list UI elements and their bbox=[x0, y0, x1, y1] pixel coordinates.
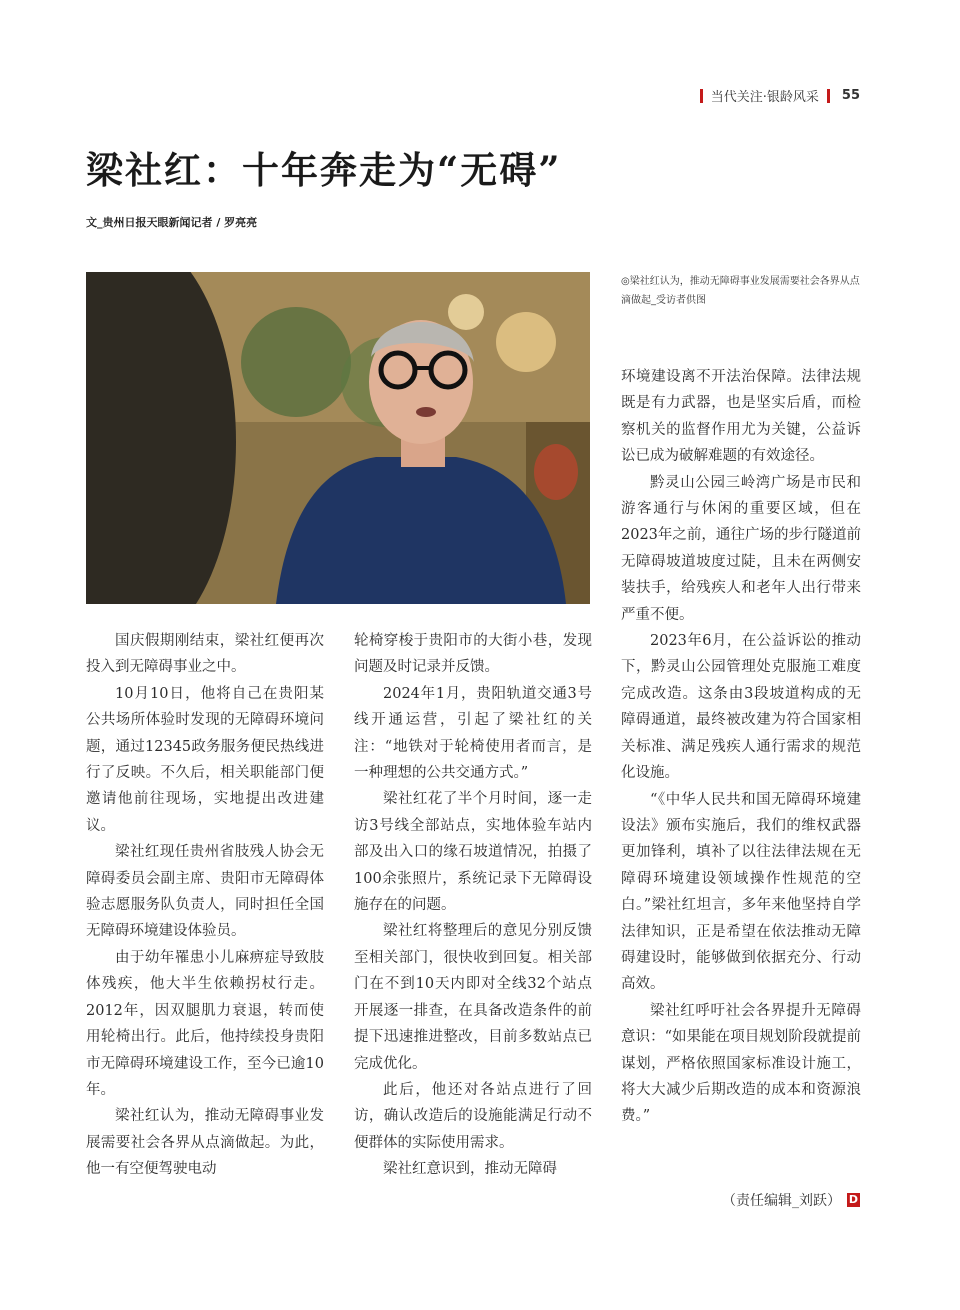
paragraph-continued: 环境建设离不开法治保障。法律法规既是有力武器，也是坚实后盾，而检察机关的监督作用尤为关键，公益诉讼已成为破解难题的有效途径。 bbox=[621, 369, 861, 465]
paragraph: 2024年1月，贵阳轨道交通3号线开通运营，引起了梁社红的关注：“地铁对于轮椅使用者而言，是一种理想的公共交通方式。” bbox=[354, 685, 592, 782]
paragraph: 梁社红现任贵州省肢残人协会无障碍委员会副主席、贵阳市无障碍体验志愿服务队负责人，同时担任全国无障碍环境建设体验员。 bbox=[86, 844, 324, 940]
column-2 bbox=[354, 628, 592, 1183]
article-title: 梁社红：十年奔走为“无碍” bbox=[86, 148, 562, 192]
paragraph: 梁社红呼吁社会各界提升无障碍意识：“如果能在项目规划阶段就提前谋划，严格依照国家标准设计施工，将大大减少后期改造的成本和资源浪费。” bbox=[621, 1002, 861, 1125]
column-1 bbox=[86, 628, 324, 1183]
photo-caption: ◎梁社红认为，推动无障碍事业发展需要社会各界从点滴做起_受访者供图 bbox=[621, 276, 860, 306]
header-bar-right bbox=[827, 89, 830, 103]
paragraph: 梁社红认为，推动无障碍事业发展需要社会各界从点滴做起。为此，他一有空便驾驶电动 bbox=[86, 1108, 324, 1178]
page-number: 55 bbox=[841, 88, 860, 103]
paragraph: 10月10日，他将自己在贵阳某公共场所体验时发现的无障碍环境问题，通过12345政务服务便民热线进行了反映。不久后，相关职能部门便邀请他前往现场，实地提出改进建议。 bbox=[86, 685, 324, 834]
paragraph: 黔灵山公园三岭湾广场是市民和游客通行与休闲的重要区域，但在2023年之前，通往广场的步行隧道前无障碍坡道坡度过陡，且未在两侧安装扶手，给残疾人和老年人出行带来严重不便。 bbox=[621, 474, 861, 623]
portrait-illustration bbox=[86, 272, 590, 604]
article-photo bbox=[86, 272, 590, 604]
paragraph: 国庆假期刚结束，梁社红便再次投入到无障碍事业之中。 bbox=[86, 633, 324, 676]
paragraph: 梁社红意识到，推动无障碍 bbox=[383, 1161, 557, 1178]
paragraph: 梁社红花了半个月时间，逐一走访3号线全部站点，实地体验车站内部及出入口的缘石坡道情况，拍摄了100余张照片，系统记录下无障碍设施存在的问题。 bbox=[354, 791, 592, 914]
paragraph: 2023年6月，在公益诉讼的推动下，黔灵山公园管理处克服施工难度完成改造。这条由3段坡道构成的无障碍通道，最终被改建为符合国家相关标准、满足残疾人通行需求的规范化设施。 bbox=[621, 633, 861, 782]
paragraph: 由于幼年罹患小儿麻痹症导致肢体残疾，他大半生依赖拐杖行走。2012年，因双腿肌力衰退，转而使用轮椅出行。此后，他持续投身贵阳市无障碍环境建设工作，至今已逾10年。 bbox=[86, 949, 324, 1098]
header-bar-left bbox=[700, 89, 703, 103]
column-3 bbox=[621, 364, 861, 1130]
running-header bbox=[692, 86, 860, 105]
paragraph: 此后，他还对各站点进行了回访，确认改造后的设施能满足行动不便群体的实际使用需求。 bbox=[354, 1081, 592, 1151]
end-mark-icon: D bbox=[848, 1193, 859, 1206]
editor-credit bbox=[722, 1190, 860, 1210]
section-label: 当代关注·银龄风采 bbox=[710, 90, 819, 105]
paragraph-continued: 轮椅穿梭于贵阳市的大街小巷，发现问题及时记录并反馈。 bbox=[354, 633, 592, 676]
paragraph: 梁社红将整理后的意见分别反馈至相关部门，很快收到回复。相关部门在不到10天内即对全线32个站点开展逐一排查，在具备改造条件的前提下迅速推进整改，目前多数站点已完成优化。 bbox=[354, 923, 592, 1072]
editor-label: （责任编辑_刘跃） bbox=[722, 1193, 841, 1209]
byline: 文_贵州日报天眼新闻记者 / 罗亮亮 bbox=[86, 216, 258, 229]
paragraph: “《中华人民共和国无障碍环境建设法》颁布实施后，我们的维权武器更加锋利，填补了以往法律法规在无障碍环境建设领域操作性规范的空白。”梁社红坦言，多年来他坚持自学法律知识，正是希望在依法推动无障碍建设时，能够做到依据充分、行动高效。 bbox=[621, 791, 861, 993]
